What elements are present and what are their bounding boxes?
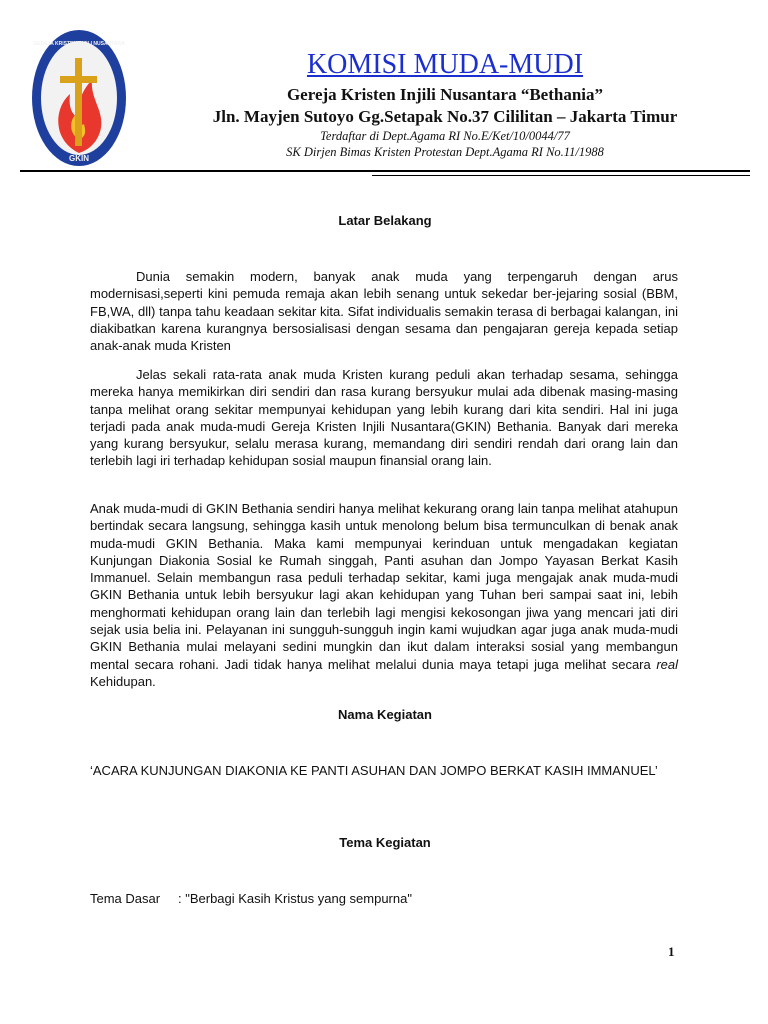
heading-tema-kegiatan: Tema Kegiatan	[339, 835, 431, 850]
header-divider-thin	[372, 175, 750, 176]
heading-latar-belakang: Latar Belakang	[338, 213, 432, 228]
paragraph-3-end: Kehidupan.	[90, 673, 156, 689]
gkin-logo	[30, 28, 128, 168]
paragraph-3-italic: real	[656, 656, 678, 672]
tema-dasar-row	[90, 891, 412, 906]
letterhead	[150, 48, 740, 160]
header-divider	[20, 170, 750, 172]
registration-line-1: Terdaftar di Dept.Agama RI No.E/Ket/10/0044/77	[320, 129, 570, 143]
registration-line-2: SK Dirjen Bimas Kristen Protestan Dept.Agama RI No.11/1988	[286, 145, 604, 159]
page-number: 1	[668, 944, 675, 959]
paragraph-2: Jelas sekali rata-rata anak muda Kristen kurang peduli akan terhadap sesama, sehingga mereka hanya memikirkan diri sendiri dan rasa kurang bersyukur mulai ada dibenak masing-masing tanpa melihat orang sekitar mempunyai kehidupan yang lebih kurang dari kita sendiri. Hal ini juga terjadi pada anak muda-mudi Gereja Kristen Injili Nusantara(GKIN) Bethania. Banyak dari mereka yang kurang bersyukur, selalu merasa kurang, memandang diri sendiri rendah dari orang lain dan terlebih lagi iri terhadap kehidupan sosial maupun finansial orang lain.	[90, 367, 678, 469]
logo-ring-text: GEREJA KRISTEN INJILI NUSANTARA	[33, 41, 125, 47]
logo-initials: GKIN	[69, 154, 89, 163]
paragraph-1: Dunia semakin modern, banyak anak muda yang terpengaruh dengan arus modernisasi,seperti kini pemuda remaja akan lebih senang untuk sekedar ber-jejaring sosial (BBM, FB,WA, dll) tanpa tahu keadaan sekitar kita. Sifat individualis semakin terasa di berbagai kalangan, ini diakibatkan karena kurangnya bersosialisasi dengan sesama dan pengajaran gereja kepada setiap anak-anak muda Kristen	[90, 269, 678, 354]
letterhead-subtitle: Gereja Kristen Injili Nusantara “Bethania”	[286, 85, 604, 104]
nama-kegiatan-value: ‘ACARA KUNJUNGAN DIAKONIA KE PANTI ASUHAN DAN JOMPO BERKAT KASIH IMMANUEL’	[90, 763, 658, 778]
paragraph-3	[90, 500, 678, 690]
paragraph-3-main: Anak muda-mudi di GKIN Bethania sendiri hanya melihat kekurang orang lain tanpa melihat atahupun bertindak secara langsung, sehingga kasih untuk menolong belum bisa termunculkan di benak anak muda-mudi GKIN Bethania. Maka kami mempunyai kerinduan untuk mengadakan kegiatan Kunjungan Diakonia Sosial ke Rumah singgah, Panti asuhan dan Jompo Yayasan Berkat Kasih Immanuel. Selain membangun rasa peduli terhadap sekitar, kami juga mengajak anak muda-mudi GKIN Bethania untuk lebih bersyukur lagi akan kehidupan yang Tuhan beri sampai saat ini, lebih menghormati kehidupan orang lain dan terlebih lagi mengisi kekosongan jiwa yang mencari jati diri sejak usia belia ini. Pelayanan ini sungguh-sungguh ingin kami wujudkan agar juga anak muda-mudi GKIN Bethania mulai melayani sedini mungkin dan ikut dalam interaksi sosial yang membangun mental secara rohani. Jadi tidak hanya melihat melalui dunia maya tetapi juga melihat secara	[90, 501, 678, 672]
tema-dasar-label: Tema Dasar	[90, 891, 161, 906]
tema-dasar-value: : "Berbagi Kasih Kristus yang sempurna"	[178, 891, 412, 906]
heading-nama-kegiatan: Nama Kegiatan	[338, 707, 432, 722]
letterhead-title: KOMISI MUDA-MUDI	[306, 49, 584, 80]
letterhead-address: Jln. Mayjen Sutoyo Gg.Setapak No.37 Cililitan – Jakarta Timur	[212, 107, 678, 126]
